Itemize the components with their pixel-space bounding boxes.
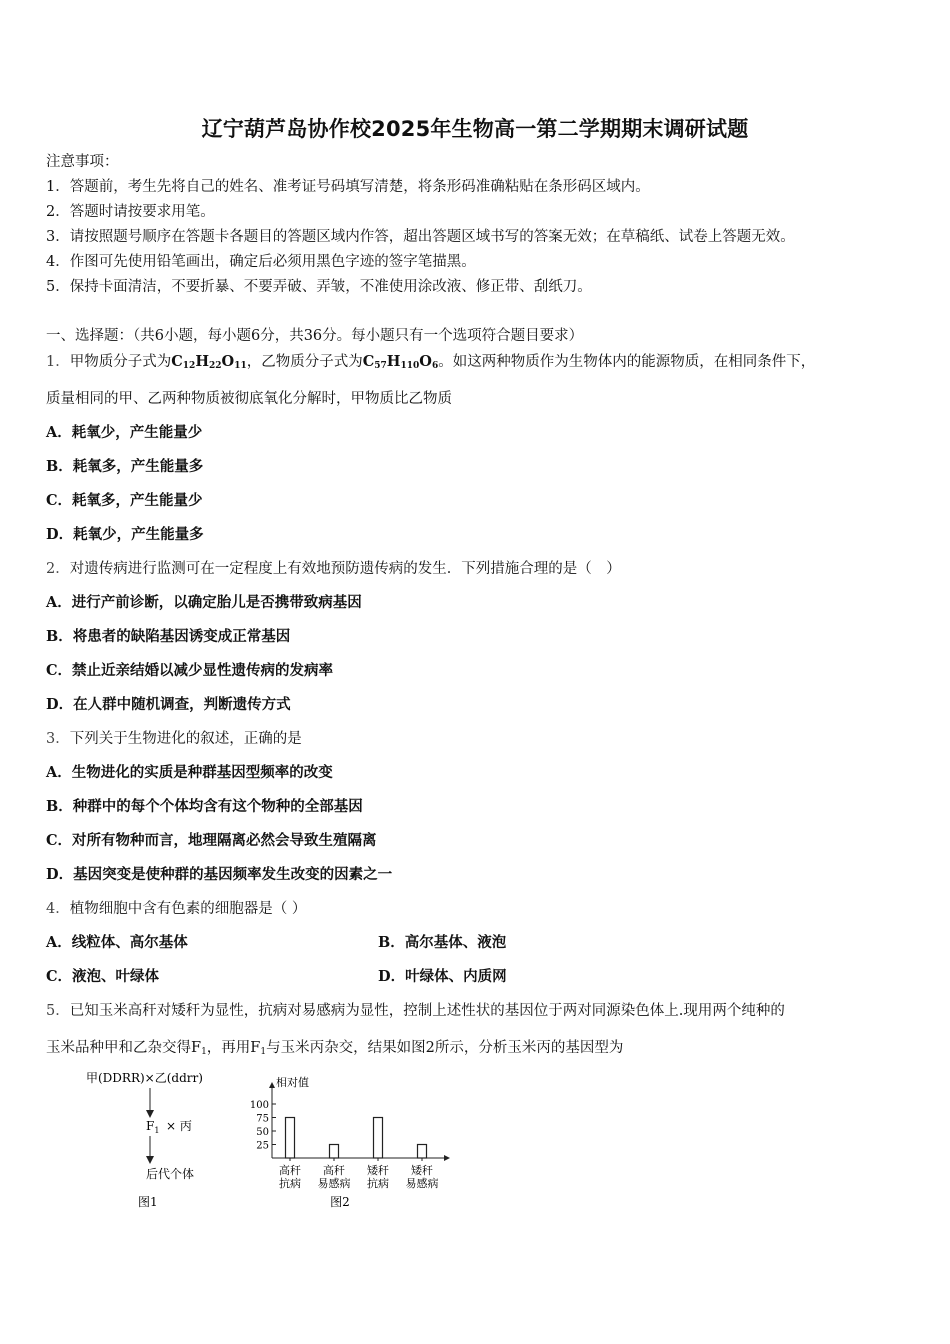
chart-x-tick-label: 矮秆 — [411, 1164, 433, 1177]
q1-option-d: D．耗氧少，产生能量多 — [46, 526, 204, 543]
figure-2-bar-chart — [240, 1072, 460, 1212]
question-4: 4．植物细胞中含有色素的细胞器是（ ） — [46, 901, 307, 917]
chart-bar — [330, 1145, 339, 1159]
chart-x-tick-label: 矮秆 — [367, 1164, 389, 1177]
q4-option-d: D．叶绿体、内质网 — [378, 968, 507, 985]
section-heading: 一、选择题：（共6小题，每小题6分，共36分。每小题只有一个选项符合题目要求） — [46, 328, 584, 344]
q4-option-a: A．线粒体、高尔基体 — [46, 934, 188, 951]
q2-option-b: B．将患者的缺陷基因诱变成正常基因 — [46, 628, 291, 645]
q2-option-c: C．禁止近亲结婚以减少显性遗传病的发病率 — [46, 662, 334, 679]
question-3: 3．下列关于生物进化的叙述，正确的是 — [46, 731, 302, 747]
chart-x-tick-label: 抗病 — [367, 1177, 389, 1190]
fig1-times-label: × 丙 — [166, 1119, 192, 1133]
chart-y-axis-arrow — [269, 1082, 275, 1088]
chart-x-tick-label: 高秆 — [323, 1164, 345, 1177]
notice-heading: 注意事项： — [46, 154, 119, 170]
fig1-arrowhead-2 — [146, 1156, 154, 1164]
fig1-arrowhead-1 — [146, 1110, 154, 1118]
chart-bar — [374, 1118, 383, 1159]
fig1-caption: 图1 — [138, 1195, 158, 1209]
fig1-offspring-label: 后代个体 — [146, 1167, 195, 1181]
q1-option-a: A．耗氧少，产生能量少 — [46, 424, 203, 441]
question-1-line2: 质量相同的甲、乙两种物质被彻底氧化分解时，甲物质比乙物质 — [46, 391, 452, 407]
q4-option-b: B．高尔基体、液泡 — [378, 934, 507, 951]
q2-option-a: A．进行产前诊断，以确定胎儿是否携带致病基因 — [46, 594, 362, 611]
q2-option-d: D．在人群中随机调查，判断遗传方式 — [46, 696, 291, 713]
chart-ylabel: 相对值 — [276, 1076, 309, 1089]
q4-option-c: C．液泡、叶绿体 — [46, 968, 160, 985]
page-title: 辽宁葫芦岛协作校2025年生物高一第二学期期末调研试题 — [201, 117, 749, 141]
notice-item-3: 3．请按照题号顺序在答题卡各题目的答题区域内作答，超出答题区域书写的答案无效；在草稿纸、试卷上答题无效。 — [46, 229, 795, 245]
q3-option-b: B．种群中的每个个体均含有这个物种的全部基因 — [46, 798, 363, 815]
q1-option-b: B．耗氧多，产生能量多 — [46, 458, 204, 475]
question-number: 1． — [46, 354, 70, 370]
chart-caption: 图2 — [330, 1195, 350, 1209]
chart-x-tick-label: 高秆 — [279, 1164, 301, 1177]
question-5-line2: 玉米品种甲和乙杂交得$F_1$，再用$F_1$与玉米丙杂交，结果如图2所示，分析玉米丙的基因型为 — [46, 1040, 624, 1057]
question-2: 2．对遗传病进行监测可在一定程度上有效地预防遗传病的发生．下列措施合理的是（ ） — [46, 561, 621, 577]
chart-y-tick-label: 75 — [256, 1113, 269, 1125]
chart-y-tick-label: 50 — [256, 1127, 269, 1138]
notice-item-1: 1．答题前，考生先将自己的姓名、准考证号码填写清楚，将条形码准确粘贴在条形码区域内。 — [46, 179, 650, 195]
chart-y-tick-label: 100 — [249, 1100, 269, 1111]
chart-x-tick-label: 易感病 — [317, 1177, 351, 1190]
q1-option-c: C．耗氧多，产生能量少 — [46, 492, 203, 509]
question-1: 1．甲物质分子式为$C_{12}H_{22}O_{11}$，乙物质分子式为$C_{57}H_{110}O_6$。如这两种物质作为生物体内的能源物质，在相同条件下， — [46, 353, 816, 371]
chart-x-tick-label: 抗病 — [279, 1177, 301, 1190]
q3-option-a: A．生物进化的实质是种群基因型频率的改变 — [46, 764, 333, 781]
chart-x-tick-label: 易感病 — [405, 1177, 439, 1190]
q3-option-d: D．基因突变是使种群的基因频率发生改变的因素之一 — [46, 866, 393, 883]
notice-item-5: 5．保持卡面清洁，不要折暴、不要弄破、弄皱，不准使用涂改液、修正带、刮纸刀。 — [46, 279, 592, 295]
fig1-cross-label: 甲(DDRR)×乙(ddrr) — [86, 1071, 203, 1085]
chart-bar — [418, 1145, 427, 1159]
notice-item-4: 4．作图可先使用铅笔画出，确定后必须用黑色字迹的签字笔描黑。 — [46, 254, 476, 270]
fig1-f1-label: $F_1$ — [146, 1119, 160, 1135]
question-5: 5．已知玉米高秆对矮秆为显性，抗病对易感病为显性，控制上述性状的基因位于两对同源染色体上.现用两个纯种的 — [46, 1003, 785, 1019]
q3-option-c: C．对所有物种而言，地理隔离必然会导致生殖隔离 — [46, 832, 377, 849]
figure-1-cross-diagram — [80, 1068, 250, 1218]
notice-item-2: 2．答题时请按要求用笔。 — [46, 204, 215, 220]
chart-y-tick-label: 25 — [256, 1140, 269, 1152]
chart-x-axis-arrow — [444, 1155, 450, 1161]
chart-bar — [286, 1118, 295, 1159]
